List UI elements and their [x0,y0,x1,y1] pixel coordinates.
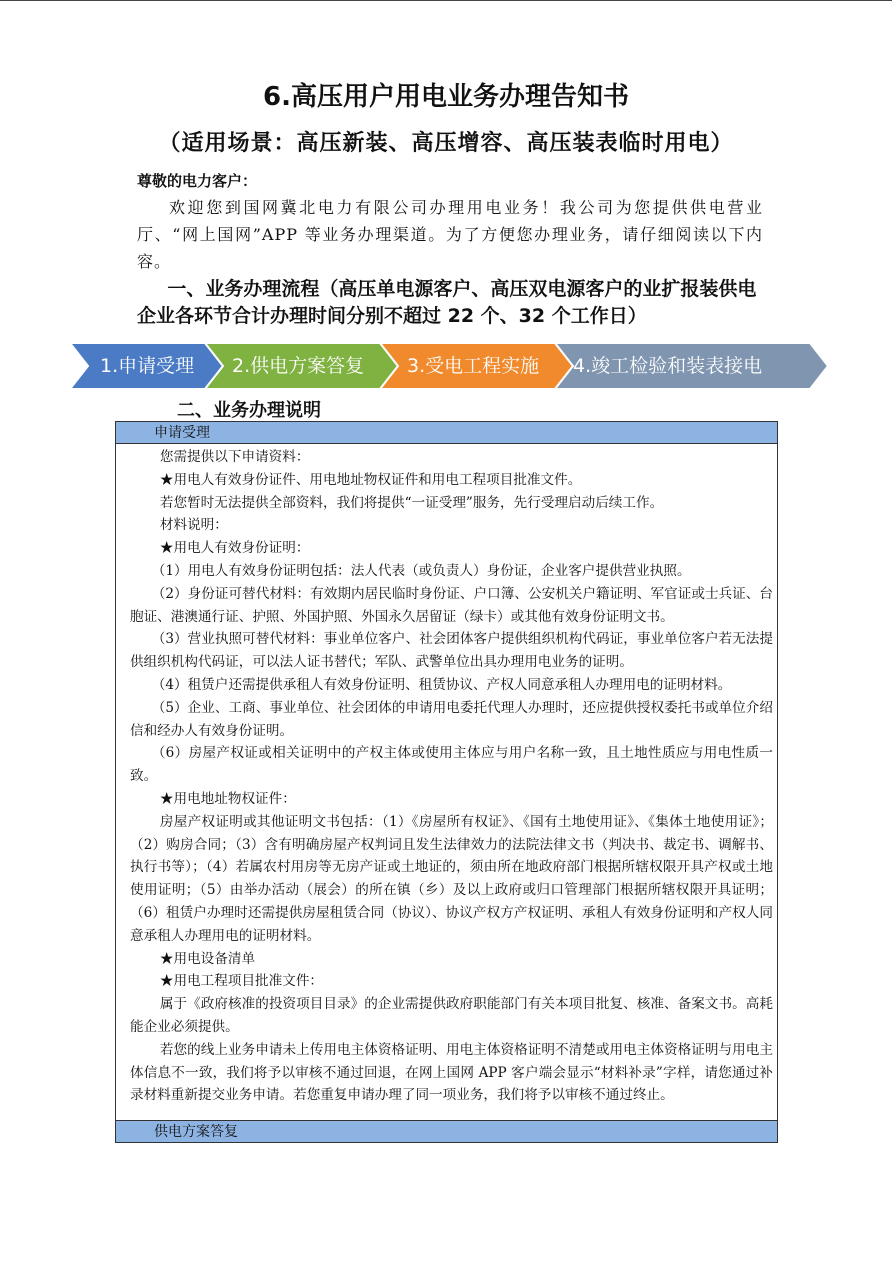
instructions-table [115,421,778,1143]
page-subtitle: （适用场景：高压新装、高压增容、高压装表临时用电） [158,130,734,156]
table-paragraph: （3）营业执照可替代材料：事业单位客户、社会团体客户提供组织机构代码证，事业单位客户若无法提供组织机构代码证，可以法人证书替代；军队、武警单位出具办理用电业务的证明。 [130,631,773,671]
table-paragraph: 材料说明： [159,517,228,534]
greeting: 尊敬的电力客户： [137,172,258,190]
process-flow [70,343,810,389]
table-footer-band: 供电方案答复 [116,1120,777,1142]
table-paragraph: ★用电人有效身份证件、用电地址物权证件和用电工程项目批准文件。 [159,471,582,488]
section-heading-process: 一、业务办理流程（高压单电源客户、高压双电源客户的业扩报装供电企业各环节合计办理时间分别不超过 22 个、32 个工作日） [137,278,757,327]
table-paragraph: 您需提供以下申请资料： [159,449,310,465]
table-paragraph: 若您暂时无法提供全部资料，我们将提供“一证受理”服务，先行受理启动后续工作。 [159,494,664,511]
table-paragraph: 房屋产权证明或其他证明文书包括：（1）《房屋所有权证》、《国有土地使用证》、《集体土地使用证》；（2）购房合同；（3）含有明确房屋产权判词且发生法律效力的法院法律文书（判决书、裁定书、调解书、执行书等）；（4）若属农村用房等无房产证或土地证的，须由所在地政府部门根据所辖权限开具产权或土地使用证明；（5）由举办活动（展会）的所在镇（乡）及以上政府或归口管理部门根据所辖权限开具证明；（6）租赁户办理时还需提供房屋租赁合同（协议）、协议产权方产权证明、承租人有效身份证明和产权人同意承租人办理用电的证明材料。 [130,813,773,944]
table-paragraph: ★用电设备清单 [159,950,256,967]
flow-step-4-label: 4.竣工检验和装表接电 [573,355,763,377]
table-paragraph: （2）身份证可替代材料：有效期内居民临时身份证、户口簿、公安机关户籍证明、军官证或士兵证、台胞证、港澳通行证、护照、外国护照、外国永久居留证（绿卡）或其他有效身份证明文书。 [130,585,773,625]
table-paragraph: （1）用电人有效身份证明包括：法人代表（或负责人）身份证，企业客户提供营业执照。 [151,562,691,579]
table-paragraph: ★用电地址物权证件： [159,790,296,807]
intro-paragraph: 欢迎您到国网冀北电力有限公司办理用电业务！我公司为您提供供电营业厅、“网上国网”APP 等业务办理渠道。为了方便您办理业务，请仔细阅读以下内容。 [137,198,763,271]
table-paragraph: ★用电人有效身份证明： [159,540,310,557]
table-paragraph: （4）租赁户还需提供承租人有效身份证明、租赁协议、产权人同意承租人办理用电的证明材料。 [151,676,732,693]
table-paragraph: ★用电工程项目批准文件： [159,973,324,990]
table-paragraph: （6）房屋产权证或相关证明中的产权主体或使用主体应与用户名称一致，且土地性质应与用电性质一致。 [130,745,773,785]
flow-step-2-label: 2.供电方案答复 [232,355,365,377]
flow-step-1-label: 1.申请受理 [100,355,195,377]
table-header-band: 申请受理 [116,422,777,444]
page-title: 6.高压用户用电业务办理告知书 [263,82,629,112]
table-paragraph: （5）企业、工商、事业单位、社会团体的申请用电委托代理人办理时，还应提供授权委托书或单位介绍信和经办人有效身份证明。 [130,699,773,739]
section-heading-instructions: 二、业务办理说明 [177,400,321,421]
table-paragraph: 属于《政府核准的投资项目目录》的企业需提供政府职能部门有关本项目批复、核准、备案文书。高耗能企业必须提供。 [130,996,773,1035]
page-top-border [0,0,892,1]
table-paragraph: 若您的线上业务申请未上传用电主体资格证明、用电主体资格证明不清楚或用电主体资格证明与用电主体信息不一致，我们将予以审核不通过回退，在网上国网 APP 客户端会显示“材料补录”字样，请您通过补录材料重新提交业务申请。若您重复申请办理了同一项业务，我们将予以审核不通过终止。 [130,1041,773,1104]
table-body [130,446,773,1107]
flow-step-3-label: 3.受电工程实施 [407,355,540,377]
